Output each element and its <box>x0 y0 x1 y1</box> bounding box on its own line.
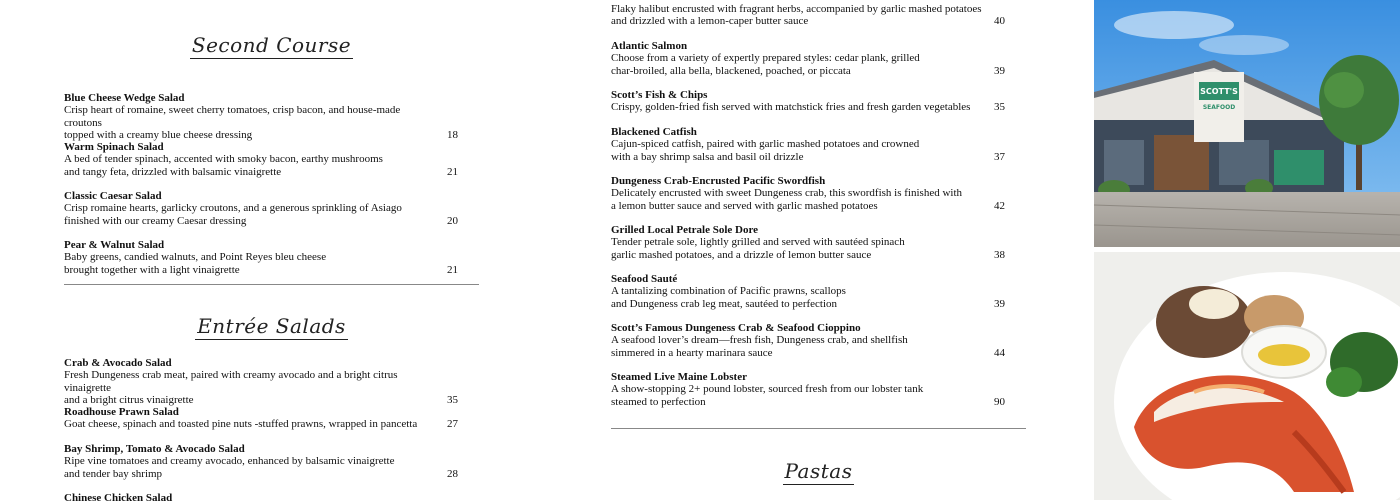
item-price: 27 <box>447 418 458 431</box>
menu-item <box>64 92 479 141</box>
entree-salads-heading: Entrée Salads <box>197 314 346 338</box>
menu-item <box>611 3 1026 28</box>
item-description: a lemon butter sauce and served with garlic mashed potatoes <box>611 199 878 212</box>
menu-item <box>611 175 1026 212</box>
item-name: Seafood Sauté <box>611 273 678 285</box>
item-name: Scott’s Fish & Chips <box>611 89 708 101</box>
item-name: Warm Spinach Salad <box>64 141 164 153</box>
item-description: A show-stopping 2+ pound lobster, sourced fresh from our lobster tank <box>611 383 924 396</box>
item-price: 38 <box>994 248 1005 261</box>
item-description: garlic mashed potatoes, and a drizzle of lemon butter sauce <box>611 248 872 261</box>
item-price: 35 <box>447 393 458 406</box>
item-price: 40 <box>994 15 1005 28</box>
item-description: simmered in a hearty marinara sauce <box>611 346 773 359</box>
item-name: Atlantic Salmon <box>611 40 688 52</box>
section-divider <box>611 428 1026 429</box>
item-description: topped with a creamy blue cheese dressing <box>64 128 253 141</box>
item-description: Flaky halibut encrusted with fragrant herbs, accompanied by garlic mashed potatoes <box>611 3 982 15</box>
item-name: Pear & Walnut Salad <box>64 239 165 251</box>
item-name: Blue Cheese Wedge Salad <box>64 92 185 104</box>
item-name: Scott’s Famous Dungeness Crab & Seafood Cioppino <box>611 322 861 334</box>
item-description: Fresh Dungeness crab meat, paired with creamy avocado and a bright citrus vinaigrette <box>64 369 398 394</box>
item-description: and a bright citrus vinaigrette <box>64 393 194 406</box>
item-price: 21 <box>447 165 458 178</box>
item-price: 18 <box>447 128 458 141</box>
item-name: Grilled Local Petrale Sole Dore <box>611 224 759 236</box>
item-name: Crab & Avocado Salad <box>64 357 172 369</box>
item-price: 42 <box>994 199 1005 212</box>
item-description: and drizzled with a lemon-caper butter sauce <box>611 15 809 28</box>
item-price: 90 <box>994 395 1005 408</box>
item-price: 37 <box>994 150 1005 163</box>
second-course-heading: Second Course <box>191 33 352 57</box>
item-description: A tantalizing combination of Pacific prawns, scallops <box>611 285 846 298</box>
restaurant-sign-sub: SEAFOOD <box>1202 104 1236 111</box>
item-description: A bed of tender spinach, accented with smoky bacon, earthy mushrooms <box>64 153 383 166</box>
restaurant-sign: SCOTT'S <box>1200 87 1238 96</box>
item-price: 28 <box>447 467 458 480</box>
item-price: 39 <box>994 64 1005 77</box>
item-description: Tender petrale sole, lightly grilled and served with sautéed spinach <box>611 236 905 249</box>
menu-item <box>611 89 1026 114</box>
item-price: 35 <box>994 101 1005 114</box>
item-description: A seafood lover’s dream—fresh fish, Dungeness crab, and shellfish <box>611 334 908 347</box>
menu-item <box>611 371 1026 408</box>
item-description: and tender bay shrimp <box>64 467 163 480</box>
item-price: 21 <box>447 263 458 276</box>
menu-item <box>611 40 1026 77</box>
item-name: Classic Caesar Salad <box>64 190 162 202</box>
photo-column <box>1094 0 1400 500</box>
menu-item <box>64 357 479 406</box>
item-description: brought together with a light vinaigrette <box>64 263 240 276</box>
menu-item <box>64 190 479 227</box>
menu-item <box>64 492 479 504</box>
item-price: 20 <box>447 214 458 227</box>
item-name: Bay Shrimp, Tomato & Avocado Salad <box>64 443 245 455</box>
item-description: Crisp romaine hearts, garlicky croutons, and a generous sprinkling of Asiago <box>64 202 402 215</box>
item-name: Roadhouse Prawn Salad <box>64 406 179 418</box>
item-description: Crisp heart of romaine, sweet cherry tomatoes, crisp bacon, and house-made croutons <box>64 104 401 129</box>
item-description: steamed to perfection <box>611 395 706 408</box>
section-divider <box>64 284 479 285</box>
menu-item <box>64 406 479 431</box>
menu-item <box>611 273 1026 310</box>
item-description: Cajun-spiced catfish, paired with garlic mashed potatoes and crowned <box>611 138 920 151</box>
restaurant-exterior-photo <box>1094 0 1400 247</box>
item-name: Chinese Chicken Salad <box>64 492 173 504</box>
item-name: Dungeness Crab-Encrusted Pacific Swordfish <box>611 175 826 187</box>
item-name: Blackened Catfish <box>611 126 697 138</box>
item-description: char-broiled, alla bella, blackened, poached, or piccata <box>611 64 851 77</box>
item-description: finished with our creamy Caesar dressing <box>64 214 247 227</box>
item-description: and Dungeness crab leg meat, sautéed to perfection <box>611 297 838 310</box>
item-price: 44 <box>994 346 1005 359</box>
lobster-dish-photo <box>1094 252 1400 500</box>
pastas-heading: Pastas <box>784 459 853 483</box>
menu-item <box>64 443 479 480</box>
item-description: Crispy, golden-fried fish served with matchstick fries and fresh garden vegetables <box>611 101 971 114</box>
item-description: Baby greens, candied walnuts, and Point Reyes bleu cheese <box>64 251 327 264</box>
menu-item <box>64 141 479 178</box>
menu-item <box>611 224 1026 261</box>
menu-item <box>611 126 1026 163</box>
item-price: 39 <box>994 297 1005 310</box>
item-description: Goat cheese, spinach and toasted pine nuts -stuffed prawns, wrapped in pancetta <box>64 418 418 431</box>
item-description: with a bay shrimp salsa and basil oil drizzle <box>611 150 804 163</box>
menu-item <box>64 239 479 276</box>
menu-item <box>611 322 1026 359</box>
item-description: Delicately encrusted with sweet Dungeness crab, this swordfish is finished with <box>611 187 963 200</box>
item-description: and tangy feta, drizzled with balsamic vinaigrette <box>64 165 282 178</box>
item-description: Choose from a variety of expertly prepared styles: cedar plank, grilled <box>611 52 920 65</box>
item-description: Ripe vine tomatoes and creamy avocado, enhanced by balsamic vinaigrette <box>64 455 395 468</box>
item-name: Steamed Live Maine Lobster <box>611 371 747 383</box>
